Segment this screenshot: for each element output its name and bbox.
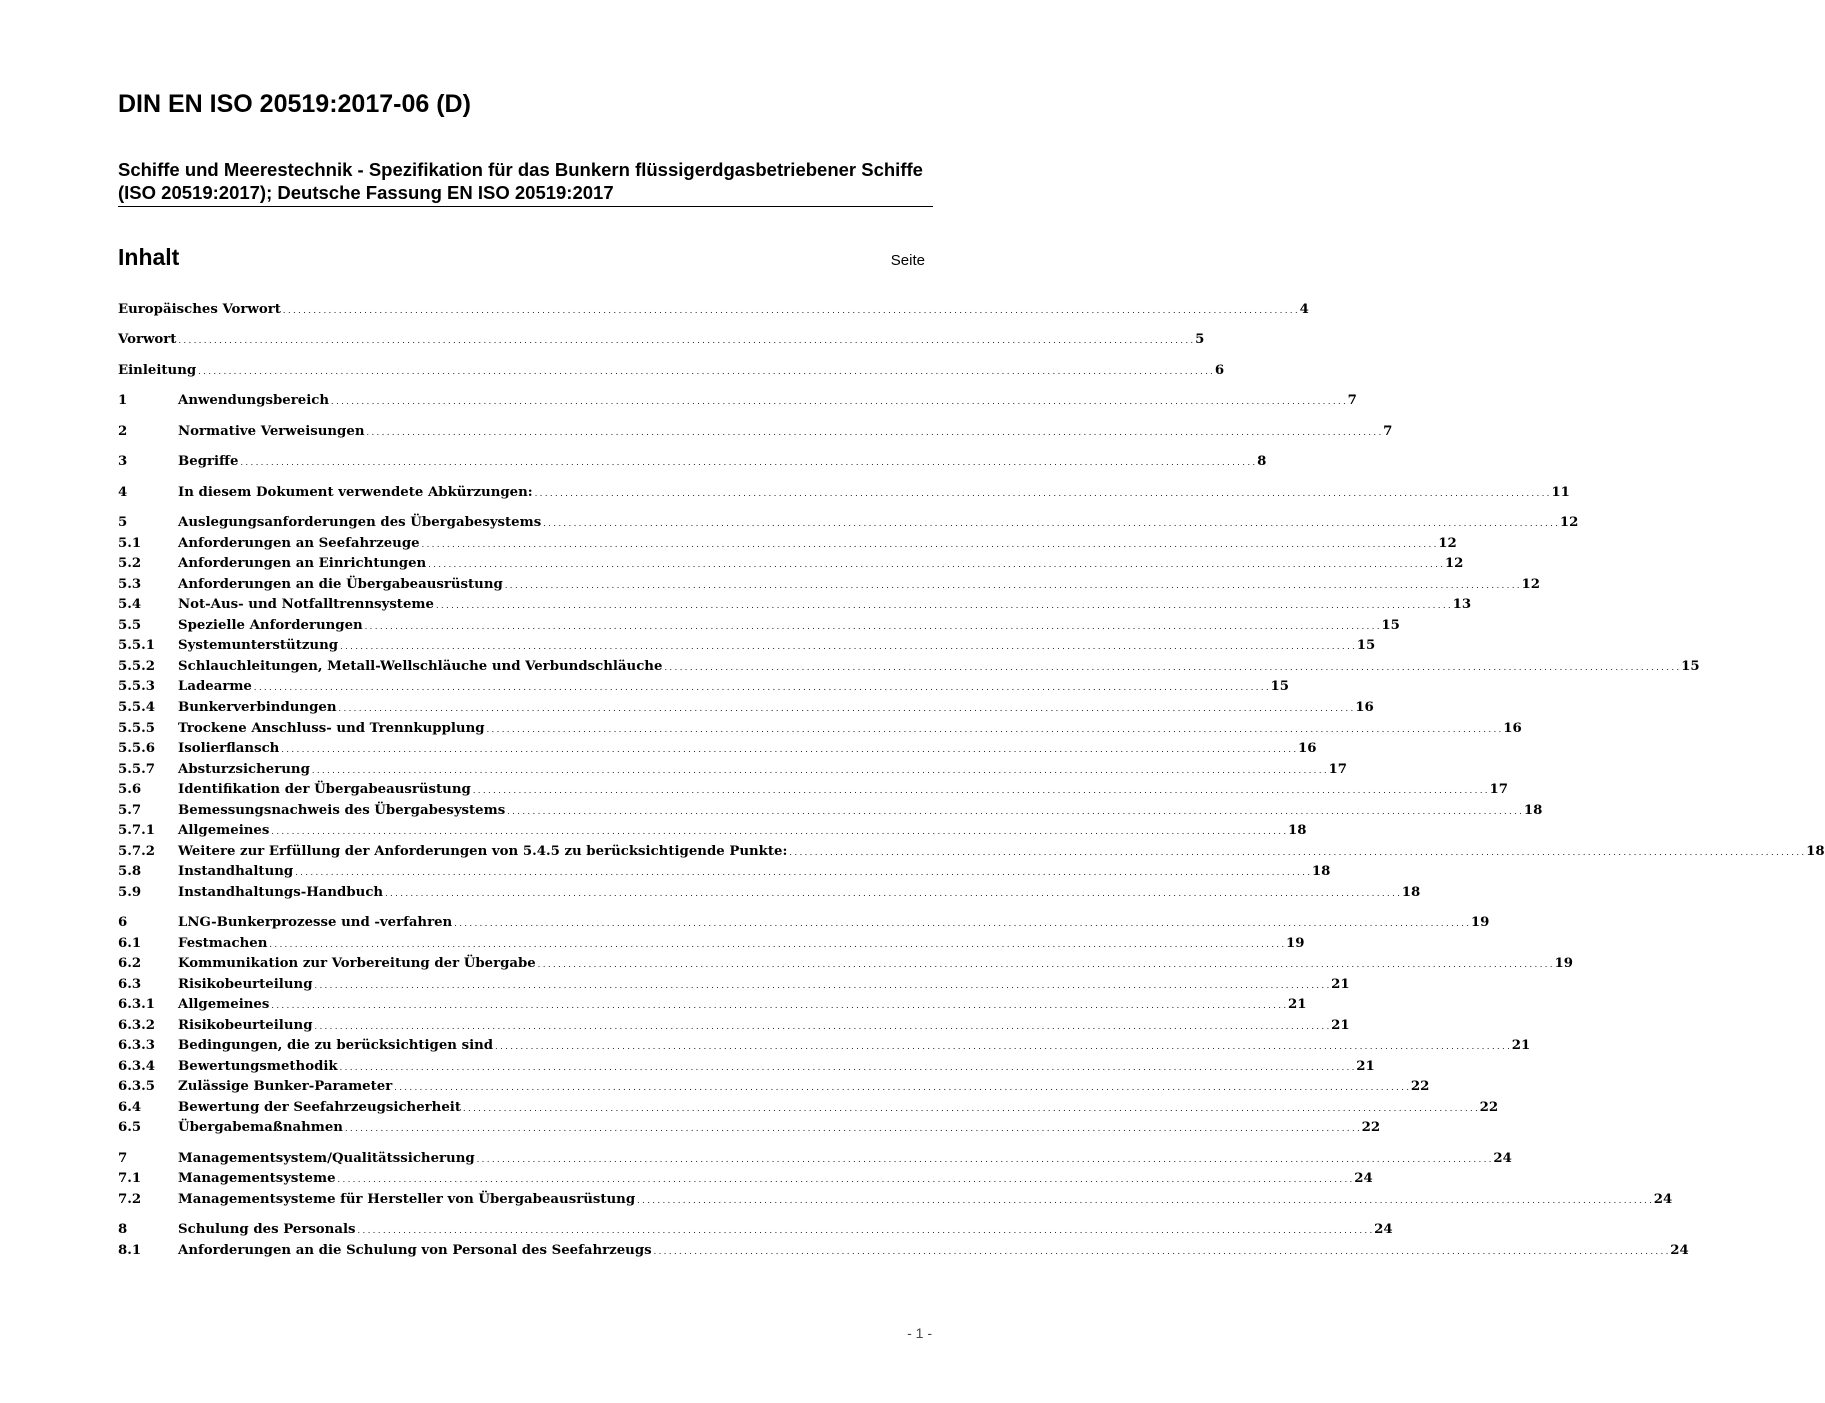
toc-dot-leader: . . . . . . . . . . . . . . . . . . . . . . . . . . . . . . . . . . . . . . . . . . . . . . . . . . . . . . . . . . . . . . . . . . . . . . . . . . . . . . . . . . . . . . . . . . . . . . . . . . . . . . . . . . . . . . . . . . . . . . . . . . . . . . . . . . . . . . . . . . . . . . . . . . . . . . . . . . . . . . . . . . . . . . . . . . . . . . . . . . . . . . . . . . . . . . . . . . . . . . . .: [366, 428, 1382, 437]
toc-dot-leader: . . . . . . . . . . . . . . . . . . . . . . . . . . . . . . . . . . . . . . . . . . . . . . . . . . . . . . . . . . . . . . . . . . . . . . . . . . . . . . . . . . . . . . . . . . . . . . . . . . . . . . . . . . . . . . . . . . . . . . . . . . . . . . . . . . . . . . . . . . . . . . . . . . . . . . . . . . . . . . . . . . . . . . . . . . . . . . . . . . . . . . . . . . . . . . . . . . . . . . . .: [394, 1083, 1409, 1092]
toc-entry-page: 21: [1331, 1018, 1350, 1033]
toc-entry-number: 3: [118, 454, 128, 469]
toc-dot-leader: . . . . . . . . . . . . . . . . . . . . . . . . . . . . . . . . . . . . . . . . . . . . . . . . . . . . . . . . . . . . . . . . . . . . . . . . . . . . . . . . . . . . . . . . . . . . . . . . . . . . . . . . . . . . . . . . . . . . . . . . . . . . . . . . . . . . . . . . . . . . . . . . . . . . . . . . . . . . . . . . . . . . . . . . . . . . . . . . . . . . . . . . . . . . . . . . . . . . . . . .: [507, 807, 1522, 816]
toc-heading: Inhalt: [118, 244, 180, 270]
toc-entry-page: 4: [1299, 302, 1309, 317]
toc-entry[interactable]: [118, 1192, 1673, 1212]
toc-entry-page: 16: [1503, 721, 1522, 736]
subtitle-divider: [118, 206, 933, 207]
toc-dot-leader: . . . . . . . . . . . . . . . . . . . . . . . . . . . . . . . . . . . . . . . . . . . . . . . . . . . . . . . . . . . . . . . . . . . . . . . . . . . . . . . . . . . . . . . . . . . . . . . . . . . . . . . . . . . . . . . . . . . . . . . . . . . . . . . . . . . . . . . . . . . . . . . . . . . . . . . . . . . . . . . . . . . . . . . . . . . . . . . . . . . . . . . . . . . . . . . . . . . . . . . .: [338, 704, 1354, 713]
toc-entry-number: 7.2: [118, 1192, 142, 1207]
toc-entry[interactable]: [118, 363, 1225, 383]
toc-entry[interactable]: [118, 1243, 1689, 1263]
toc-entry-title: Anforderungen an Einrichtungen: [178, 556, 427, 571]
toc-dot-leader: . . . . . . . . . . . . . . . . . . . . . . . . . . . . . . . . . . . . . . . . . . . . . . . . . . . . . . . . . . . . . . . . . . . . . . . . . . . . . . . . . . . . . . . . . . . . . . . . . . . . . . . . . . . . . . . . . . . . . . . . . . . . . . . . . . . . . . . . . . . . . . . . . . . . . . . . . . . . . . . . . . . . . . . . . . . . . . . . . . . . . . . . . . . . . . . . . . . . . . . .: [495, 1042, 1510, 1051]
toc-entry-page: 11: [1551, 485, 1570, 500]
toc-entry-title: Anforderungen an die Übergabeausrüstung: [178, 577, 503, 592]
toc-entry-page: 24: [1374, 1222, 1393, 1237]
toc-entry-page: 12: [1438, 536, 1457, 551]
toc-entry-title: Vorwort: [118, 332, 177, 347]
toc-entry[interactable]: [118, 1222, 1393, 1242]
toc-entry-title: Bunkerverbindungen: [178, 700, 337, 715]
toc-dot-leader: . . . . . . . . . . . . . . . . . . . . . . . . . . . . . . . . . . . . . . . . . . . . . . . . . . . . . . . . . . . . . . . . . . . . . . . . . . . . . . . . . . . . . . . . . . . . . . . . . . . . . . . . . . . . . . . . . . . . . . . . . . . . . . . . . . . . . . . . . . . . . . . . . . . . . . . . . . . . . . . . . . . . . . . . . . . . . . . . . . . . . . . . . . . . . . . . . . . . . . . .: [339, 1063, 1355, 1072]
toc-entry-title: Trockene Anschluss- und Trennkupplung: [178, 721, 485, 736]
toc-entry-page: 18: [1401, 885, 1421, 900]
toc-entry-page: 7: [1383, 424, 1393, 439]
toc-entry[interactable]: [118, 1079, 1430, 1099]
toc-entry-number: 5.5.5: [118, 721, 156, 736]
toc-entry-number: 1: [118, 393, 128, 408]
toc-entry[interactable]: [118, 700, 1374, 720]
toc-entry-number: 4: [118, 485, 128, 500]
toc-dot-leader: . . . . . . . . . . . . . . . . . . . . . . . . . . . . . . . . . . . . . . . . . . . . . . . . . . . . . . . . . . . . . . . . . . . . . . . . . . . . . . . . . . . . . . . . . . . . . . . . . . . . . . . . . . . . . . . . . . . . . . . . . . . . . . . . . . . . . . . . . . . . . . . . . . . . . . . . . . . . . . . . . . . . . . . . . . . . . . . . . . . . . . . . . . . . . . . . . . . . . . . .: [314, 981, 1330, 990]
toc-entry[interactable]: [118, 956, 1573, 976]
toc-entry-number: 5.8: [118, 864, 142, 879]
toc-entry-title: Spezielle Anforderungen: [178, 618, 363, 633]
toc-entry-number: 6.3.3: [118, 1038, 156, 1053]
toc-entry-number: 5.3: [118, 577, 142, 592]
toc-entry[interactable]: [118, 1171, 1373, 1191]
toc-dot-leader: . . . . . . . . . . . . . . . . . . . . . . . . . . . . . . . . . . . . . . . . . . . . . . . . . . . . . . . . . . . . . . . . . . . . . . . . . . . . . . . . . . . . . . . . . . . . . . . . . . . . . . . . . . . . . . . . . . . . . . . . . . . . . . . . . . . . . . . . . . . . . . . . . . . . . . . . . . . . . . . . . . . . . . . . . . . . . . . . . . . . . . . . . . . . . . . . . . . . . . . .: [311, 766, 1327, 775]
toc-dot-leader: . . . . . . . . . . . . . . . . . . . . . . . . . . . . . . . . . . . . . . . . . . . . . . . . . . . . . . . . . . . . . . . . . . . . . . . . . . . . . . . . . . . . . . . . . . . . . . . . . . . . . . . . . . . . . . . . . . . . . . . . . . . . . . . . . . . . . . . . . . . . . . . . . . . . . . . . . . . . . . . . . . . . . . . . . . . . . . . . . . . . . . . . . . . . . . . . . . . . . . . .: [178, 336, 1194, 345]
toc-entry-number: 5.6: [118, 782, 142, 797]
toc-entry-page: 16: [1298, 741, 1317, 756]
toc-entry-title: Identifikation der Übergabeausrüstung: [178, 782, 471, 797]
toc-entry[interactable]: [118, 424, 1393, 444]
toc-entry[interactable]: [118, 638, 1376, 658]
toc-entry-page: 7: [1347, 393, 1357, 408]
toc-entry[interactable]: [118, 977, 1350, 997]
document-title: DIN EN ISO 20519:2017-06 (D): [118, 90, 471, 118]
toc-entry-title: Normative Verweisungen: [178, 424, 365, 439]
toc-entry[interactable]: [118, 536, 1457, 556]
toc-entry[interactable]: [118, 679, 1290, 699]
toc-entry-page: 17: [1328, 762, 1348, 777]
toc-entry[interactable]: [118, 454, 1267, 474]
toc-entry-page: 18: [1288, 823, 1307, 838]
toc-entry-number: 5.7.1: [118, 823, 156, 838]
toc-entry-page: 19: [1554, 956, 1573, 971]
toc-entry[interactable]: [118, 485, 1570, 505]
toc-entry[interactable]: [118, 1120, 1381, 1140]
toc-entry-number: 8: [118, 1222, 128, 1237]
toc-entry-title: Übergabemaßnahmen: [178, 1120, 343, 1135]
toc-entry-number: 6: [118, 915, 128, 930]
toc-entry-page: 12: [1444, 556, 1464, 571]
toc-entry-number: 5.5.1: [118, 638, 156, 653]
toc-entry[interactable]: [118, 721, 1522, 741]
toc-dot-leader: . . . . . . . . . . . . . . . . . . . . . . . . . . . . . . . . . . . . . . . . . . . . . . . . . . . . . . . . . . . . . . . . . . . . . . . . . . . . . . . . . . . . . . . . . . . . . . . . . . . . . . . . . . . . . . . . . . . . . . . . . . . . . . . . . . . . . . . . . . . . . . . . . . . . . . . . . . . . . . . . . . . . . . . . . . . . . . . . . . . . . . . . . . . . . . . . . . . . . . . .: [331, 397, 1346, 406]
toc-entry-page: 13: [1452, 597, 1472, 612]
toc-entry-title: Instandhaltung: [178, 864, 294, 879]
toc-dot-leader: . . . . . . . . . . . . . . . . . . . . . . . . . . . . . . . . . . . . . . . . . . . . . . . . . . . . . . . . . . . . . . . . . . . . . . . . . . . . . . . . . . . . . . . . . . . . . . . . . . . . . . . . . . . . . . . . . . . . . . . . . . . . . . . . . . . . . . . . . . . . . . . . . . . . . . . . . . . . . . . . . . . . . . . . . . . . . . . . . . . . . . . . . . . . . . . . . . . . . . . .: [637, 1196, 1652, 1205]
toc-dot-leader: . . . . . . . . . . . . . . . . . . . . . . . . . . . . . . . . . . . . . . . . . . . . . . . . . . . . . . . . . . . . . . . . . . . . . . . . . . . . . . . . . . . . . . . . . . . . . . . . . . . . . . . . . . . . . . . . . . . . . . . . . . . . . . . . . . . . . . . . . . . . . . . . . . . . . . . . . . . . . . . . . . . . . . . . . . . . . . . . . . . . . . . . . . . . . . . . . . . . . . . .: [340, 642, 1355, 651]
toc-entry-title: Managementsysteme für Hersteller von Übergabeausrüstung: [178, 1192, 636, 1207]
toc-entry-number: 5.5.2: [118, 659, 156, 674]
toc-entry[interactable]: [118, 741, 1317, 761]
toc-entry-number: 7.1: [118, 1171, 142, 1186]
toc-entry-title: Bewertung der Seefahrzeugsicherheit: [178, 1100, 462, 1115]
toc-entry-number: 5.2: [118, 556, 142, 571]
toc-dot-leader: . . . . . . . . . . . . . . . . . . . . . . . . . . . . . . . . . . . . . . . . . . . . . . . . . . . . . . . . . . . . . . . . . . . . . . . . . . . . . . . . . . . . . . . . . . . . . . . . . . . . . . . . . . . . . . . . . . . . . . . . . . . . . . . . . . . . . . . . . . . . . . . . . . . . . . . . . . . . . . . . . . . . . . . . . . . . . . . . . . . . . . . . . . . . . . . . . . . . . . . .: [295, 868, 1310, 877]
toc-entry-title: Festmachen: [178, 936, 268, 951]
toc-entry[interactable]: [118, 556, 1464, 576]
toc-dot-leader: . . . . . . . . . . . . . . . . . . . . . . . . . . . . . . . . . . . . . . . . . . . . . . . . . . . . . . . . . . . . . . . . . . . . . . . . . . . . . . . . . . . . . . . . . . . . . . . . . . . . . . . . . . . . . . . . . . . . . . . . . . . . . . . . . . . . . . . . . . . . . . . . . . . . . . . . . . . . . . . . . . . . . . . . . . . . . . . . . . . . . . . . . . . . . . . . . . . . . . . .: [253, 683, 1269, 692]
toc-entry-page: 24: [1670, 1243, 1689, 1258]
toc-entry-title: Anforderungen an die Schulung von Personal des Seefahrzeugs: [178, 1243, 652, 1258]
toc-dot-leader: . . . . . . . . . . . . . . . . . . . . . . . . . . . . . . . . . . . . . . . . . . . . . . . . . . . . . . . . . . . . . . . . . . . . . . . . . . . . . . . . . . . . . . . . . . . . . . . . . . . . . . . . . . . . . . . . . . . . . . . . . . . . . . . . . . . . . . . . . . . . . . . . . . . . . . . . . . . . . . . . . . . . . . . . . . . . . . . . . . . . . . . . . . . . . . . . . . . . . . . .: [789, 848, 1805, 857]
toc-entry-number: 6.3.2: [118, 1018, 156, 1033]
toc-entry-title: LNG-Bunkerprozesse und -verfahren: [178, 915, 453, 930]
toc-entry-page: 18: [1806, 844, 1825, 859]
toc-entry-number: 6.1: [118, 936, 142, 951]
toc-entry-page: 22: [1361, 1120, 1381, 1135]
toc-dot-leader: . . . . . . . . . . . . . . . . . . . . . . . . . . . . . . . . . . . . . . . . . . . . . . . . . . . . . . . . . . . . . . . . . . . . . . . . . . . . . . . . . . . . . . . . . . . . . . . . . . . . . . . . . . . . . . . . . . . . . . . . . . . . . . . . . . . . . . . . . . . . . . . . . . . . . . . . . . . . . . . . . . . . . . . . . . . . . . . . . . . . . . . . . . . . . . . . . . . . . . . .: [435, 601, 1451, 610]
toc-dot-leader: . . . . . . . . . . . . . . . . . . . . . . . . . . . . . . . . . . . . . . . . . . . . . . . . . . . . . . . . . . . . . . . . . . . . . . . . . . . . . . . . . . . . . . . . . . . . . . . . . . . . . . . . . . . . . . . . . . . . . . . . . . . . . . . . . . . . . . . . . . . . . . . . . . . . . . . . . . . . . . . . . . . . . . . . . . . . . . . . . . . . . . . . . . . . . . . . . . . . . . . .: [314, 1022, 1330, 1031]
toc-entry-page: 19: [1286, 936, 1305, 951]
toc-entry-title: In diesem Dokument verwendete Abkürzungen:: [178, 485, 533, 500]
footer-page-number: - 1 -: [907, 1325, 932, 1341]
toc-entry-page: 22: [1479, 1100, 1499, 1115]
toc-entry[interactable]: [118, 1059, 1375, 1079]
toc-dot-leader: . . . . . . . . . . . . . . . . . . . . . . . . . . . . . . . . . . . . . . . . . . . . . . . . . . . . . . . . . . . . . . . . . . . . . . . . . . . . . . . . . . . . . . . . . . . . . . . . . . . . . . . . . . . . . . . . . . . . . . . . . . . . . . . . . . . . . . . . . . . . . . . . . . . . . . . . . . . . . . . . . . . . . . . . . . . . . . . . . . . . . . . . . . . . . . . . . . . . . . . .: [271, 827, 1287, 836]
toc-entry-page: 19: [1470, 915, 1490, 930]
toc-entry-number: 6.2: [118, 956, 142, 971]
toc-entry-page: 24: [1653, 1192, 1673, 1207]
toc-entry-page: 8: [1257, 454, 1267, 469]
toc-entry-number: 6.3.4: [118, 1059, 156, 1074]
toc-entry-title: Einleitung: [118, 363, 197, 378]
toc-entry-title: Schlauchleitungen, Metall-Wellschläuche und Verbundschläuche: [178, 659, 663, 674]
toc-dot-leader: . . . . . . . . . . . . . . . . . . . . . . . . . . . . . . . . . . . . . . . . . . . . . . . . . . . . . . . . . . . . . . . . . . . . . . . . . . . . . . . . . . . . . . . . . . . . . . . . . . . . . . . . . . . . . . . . . . . . . . . . . . . . . . . . . . . . . . . . . . . . . . . . . . . . . . . . . . . . . . . . . . . . . . . . . . . . . . . . . . . . . . . . . . . . . . . . . . . . . . . .: [198, 367, 1213, 376]
toc-entry-title: Risikobeurteilung: [178, 1018, 313, 1033]
toc-entry-page: 21: [1356, 1059, 1375, 1074]
toc-dot-leader: . . . . . . . . . . . . . . . . . . . . . . . . . . . . . . . . . . . . . . . . . . . . . . . . . . . . . . . . . . . . . . . . . . . . . . . . . . . . . . . . . . . . . . . . . . . . . . . . . . . . . . . . . . . . . . . . . . . . . . . . . . . . . . . . . . . . . . . . . . . . . . . . . . . . . . . . . . . . . . . . . . . . . . . . . . . . . . . . . . . . . . . . . . . . . . . . . . . . . . . .: [357, 1226, 1373, 1235]
toc-entry-page: 21: [1331, 977, 1350, 992]
toc-dot-leader: . . . . . . . . . . . . . . . . . . . . . . . . . . . . . . . . . . . . . . . . . . . . . . . . . . . . . . . . . . . . . . . . . . . . . . . . . . . . . . . . . . . . . . . . . . . . . . . . . . . . . . . . . . . . . . . . . . . . . . . . . . . . . . . . . . . . . . . . . . . . . . . . . . . . . . . . . . . . . . . . . . . . . . . . . . . . . . . . . . . . . . . . . . . . . . . . . . . . . . . .: [271, 1001, 1287, 1010]
toc-dot-leader: . . . . . . . . . . . . . . . . . . . . . . . . . . . . . . . . . . . . . . . . . . . . . . . . . . . . . . . . . . . . . . . . . . . . . . . . . . . . . . . . . . . . . . . . . . . . . . . . . . . . . . . . . . . . . . . . . . . . . . . . . . . . . . . . . . . . . . . . . . . . . . . . . . . . . . . . . . . . . . . . . . . . . . . . . . . . . . . . . . . . . . . . . . . . . . . . . . . . . . . .: [454, 919, 1469, 928]
toc-entry[interactable]: [118, 332, 1205, 352]
toc-entry-number: 2: [118, 424, 128, 439]
toc-entry-number: 7: [118, 1151, 128, 1166]
toc-entry-title: Risikobeurteilung: [178, 977, 313, 992]
toc-entry-title: Europäisches Vorwort: [118, 302, 281, 317]
toc-entry-number: 5.7: [118, 803, 142, 818]
toc-entry-title: Schulung des Personals: [178, 1222, 356, 1237]
toc-entry-title: Begriffe: [178, 454, 239, 469]
toc-entry-page: 12: [1521, 577, 1540, 592]
toc-entry-number: 5.1: [118, 536, 142, 551]
toc-entry-number: 6.3.1: [118, 997, 156, 1012]
toc-entry-title: Not-Aus- und Notfalltrennsysteme: [178, 597, 434, 612]
toc-entry[interactable]: [118, 659, 1700, 679]
toc-entry-page: 5: [1195, 332, 1205, 347]
toc-entry-title: Instandhaltungs-Handbuch: [178, 885, 384, 900]
toc-entry-number: 6.3: [118, 977, 142, 992]
toc-entry-title: Allgemeines: [178, 823, 270, 838]
toc-dot-leader: . . . . . . . . . . . . . . . . . . . . . . . . . . . . . . . . . . . . . . . . . . . . . . . . . . . . . . . . . . . . . . . . . . . . . . . . . . . . . . . . . . . . . . . . . . . . . . . . . . . . . . . . . . . . . . . . . . . . . . . . . . . . . . . . . . . . . . . . . . . . . . . . . . . . . . . . . . . . . . . . . . . . . . . . . . . . . . . . . . . . . . . . . . . . . . . . . . . . . . . .: [240, 458, 1256, 467]
toc-dot-leader: . . . . . . . . . . . . . . . . . . . . . . . . . . . . . . . . . . . . . . . . . . . . . . . . . . . . . . . . . . . . . . . . . . . . . . . . . . . . . . . . . . . . . . . . . . . . . . . . . . . . . . . . . . . . . . . . . . . . . . . . . . . . . . . . . . . . . . . . . . . . . . . . . . . . . . . . . . . . . . . . . . . . . . . . . . . . . . . . . . . . . . . . . . . . . . . . . . . . . . . .: [364, 622, 1380, 631]
toc-entry[interactable]: [118, 1018, 1350, 1038]
toc-entry-title: Auslegungsanforderungen des Übergabesystems: [178, 515, 542, 530]
toc-entry[interactable]: [118, 302, 1309, 322]
toc-entry-number: 6.5: [118, 1120, 142, 1135]
toc-dot-leader: . . . . . . . . . . . . . . . . . . . . . . . . . . . . . . . . . . . . . . . . . . . . . . . . . . . . . . . . . . . . . . . . . . . . . . . . . . . . . . . . . . . . . . . . . . . . . . . . . . . . . . . . . . . . . . . . . . . . . . . . . . . . . . . . . . . . . . . . . . . . . . . . . . . . . . . . . . . . . . . . . . . . . . . . . . . . . . . . . . . . . . . . . . . . . . . . . . . . . . . .: [282, 306, 1298, 315]
toc-entry-page: 22: [1410, 1079, 1430, 1094]
toc-dot-leader: . . . . . . . . . . . . . . . . . . . . . . . . . . . . . . . . . . . . . . . . . . . . . . . . . . . . . . . . . . . . . . . . . . . . . . . . . . . . . . . . . . . . . . . . . . . . . . . . . . . . . . . . . . . . . . . . . . . . . . . . . . . . . . . . . . . . . . . . . . . . . . . . . . . . . . . . . . . . . . . . . . . . . . . . . . . . . . . . . . . . . . . . . . . . . . . . . . . . . . . .: [653, 1247, 1669, 1256]
toc-entry[interactable]: [118, 1038, 1531, 1058]
toc-entry-number: 5.5.6: [118, 741, 156, 756]
toc-dot-leader: . . . . . . . . . . . . . . . . . . . . . . . . . . . . . . . . . . . . . . . . . . . . . . . . . . . . . . . . . . . . . . . . . . . . . . . . . . . . . . . . . . . . . . . . . . . . . . . . . . . . . . . . . . . . . . . . . . . . . . . . . . . . . . . . . . . . . . . . . . . . . . . . . . . . . . . . . . . . . . . . . . . . . . . . . . . . . . . . . . . . . . . . . . . . . . . . . . . . . . . .: [476, 1155, 1492, 1164]
toc-entry-title: Managementsystem/Qualitätssicherung: [178, 1151, 475, 1166]
toc-entry-page: 16: [1355, 700, 1374, 715]
toc-entry-title: Bedingungen, die zu berücksichtigen sind: [178, 1038, 494, 1053]
toc-entry-title: Systemunterstützung: [178, 638, 339, 653]
toc-entry[interactable]: [118, 597, 1472, 617]
toc-entry[interactable]: [118, 864, 1331, 884]
toc-dot-leader: . . . . . . . . . . . . . . . . . . . . . . . . . . . . . . . . . . . . . . . . . . . . . . . . . . . . . . . . . . . . . . . . . . . . . . . . . . . . . . . . . . . . . . . . . . . . . . . . . . . . . . . . . . . . . . . . . . . . . . . . . . . . . . . . . . . . . . . . . . . . . . . . . . . . . . . . . . . . . . . . . . . . . . . . . . . . . . . . . . . . . . . . . . . . . . . . . . . . . . . .: [537, 960, 1553, 969]
toc-entry-number: 5.7.2: [118, 844, 156, 859]
toc-entry-page: 15: [1381, 618, 1400, 633]
toc-entry-number: 5: [118, 515, 128, 530]
toc-entry-title: Isolierflansch: [178, 741, 280, 756]
toc-dot-leader: . . . . . . . . . . . . . . . . . . . . . . . . . . . . . . . . . . . . . . . . . . . . . . . . . . . . . . . . . . . . . . . . . . . . . . . . . . . . . . . . . . . . . . . . . . . . . . . . . . . . . . . . . . . . . . . . . . . . . . . . . . . . . . . . . . . . . . . . . . . . . . . . . . . . . . . . . . . . . . . . . . . . . . . . . . . . . . . . . . . . . . . . . . . . . . . . . . . . . . . .: [385, 889, 1400, 898]
document-subtitle: Schiffe und Meerestechnik - Spezifikation für das Bunkern flüssigerdgasbetriebener Schiffe (ISO 20519:2017); Deutsche Fassung EN ISO 20519:2017: [118, 159, 923, 203]
toc-entry-page: 24: [1354, 1171, 1373, 1186]
toc-dot-leader: . . . . . . . . . . . . . . . . . . . . . . . . . . . . . . . . . . . . . . . . . . . . . . . . . . . . . . . . . . . . . . . . . . . . . . . . . . . . . . . . . . . . . . . . . . . . . . . . . . . . . . . . . . . . . . . . . . . . . . . . . . . . . . . . . . . . . . . . . . . . . . . . . . . . . . . . . . . . . . . . . . . . . . . . . . . . . . . . . . . . . . . . . . . . . . . . . . . . . . . .: [664, 663, 1680, 672]
toc-entry[interactable]: [118, 515, 1579, 535]
toc-dot-leader: . . . . . . . . . . . . . . . . . . . . . . . . . . . . . . . . . . . . . . . . . . . . . . . . . . . . . . . . . . . . . . . . . . . . . . . . . . . . . . . . . . . . . . . . . . . . . . . . . . . . . . . . . . . . . . . . . . . . . . . . . . . . . . . . . . . . . . . . . . . . . . . . . . . . . . . . . . . . . . . . . . . . . . . . . . . . . . . . . . . . . . . . . . . . . . . . . . . . . . . .: [337, 1175, 1353, 1184]
toc-entry-title: Anwendungsbereich: [178, 393, 330, 408]
toc-entry-page: 17: [1489, 782, 1508, 797]
toc-entry-title: Zulässige Bunker-Parameter: [178, 1079, 393, 1094]
toc-entry[interactable]: [118, 782, 1508, 802]
toc-entry-title: Kommunikation zur Vorbereitung der Übergabe: [178, 956, 536, 971]
toc-entry[interactable]: [118, 844, 1825, 864]
toc-entry[interactable]: [118, 997, 1307, 1017]
toc-entry-number: 6.3.5: [118, 1079, 156, 1094]
toc-dot-leader: . . . . . . . . . . . . . . . . . . . . . . . . . . . . . . . . . . . . . . . . . . . . . . . . . . . . . . . . . . . . . . . . . . . . . . . . . . . . . . . . . . . . . . . . . . . . . . . . . . . . . . . . . . . . . . . . . . . . . . . . . . . . . . . . . . . . . . . . . . . . . . . . . . . . . . . . . . . . . . . . . . . . . . . . . . . . . . . . . . . . . . . . . . . . . . . . . . . . . . . .: [281, 745, 1296, 754]
toc-dot-leader: . . . . . . . . . . . . . . . . . . . . . . . . . . . . . . . . . . . . . . . . . . . . . . . . . . . . . . . . . . . . . . . . . . . . . . . . . . . . . . . . . . . . . . . . . . . . . . . . . . . . . . . . . . . . . . . . . . . . . . . . . . . . . . . . . . . . . . . . . . . . . . . . . . . . . . . . . . . . . . . . . . . . . . . . . . . . . . . . . . . . . . . . . . . . . . . . . . . . . . . .: [504, 581, 1520, 590]
toc-entry-page: 21: [1511, 1038, 1531, 1053]
toc-entry-title: Allgemeines: [178, 997, 270, 1012]
toc-entry[interactable]: [118, 936, 1305, 956]
toc-entry-number: 5.5.3: [118, 679, 156, 694]
toc-entry-page: 21: [1288, 997, 1307, 1012]
toc-entry-page: 15: [1270, 679, 1290, 694]
toc-entry-page: 24: [1493, 1151, 1512, 1166]
toc-entry[interactable]: [118, 885, 1421, 905]
toc-entry-page: 15: [1356, 638, 1376, 653]
toc-dot-leader: . . . . . . . . . . . . . . . . . . . . . . . . . . . . . . . . . . . . . . . . . . . . . . . . . . . . . . . . . . . . . . . . . . . . . . . . . . . . . . . . . . . . . . . . . . . . . . . . . . . . . . . . . . . . . . . . . . . . . . . . . . . . . . . . . . . . . . . . . . . . . . . . . . . . . . . . . . . . . . . . . . . . . . . . . . . . . . . . . . . . . . . . . . . . . . . . . . . . . . . .: [472, 786, 1488, 795]
toc-entry-title: Anforderungen an Seefahrzeuge: [178, 536, 420, 551]
toc-entry-title: Bemessungsnachweis des Übergabesystems: [178, 803, 506, 818]
toc-entry[interactable]: [118, 803, 1543, 823]
toc-entry-number: 5.4: [118, 597, 142, 612]
toc-entry[interactable]: [118, 915, 1490, 935]
page-column-label: Seite: [890, 252, 925, 269]
toc-entry[interactable]: [118, 762, 1348, 782]
toc-entry-page: 18: [1523, 803, 1543, 818]
toc-entry[interactable]: [118, 1100, 1499, 1120]
toc-dot-leader: . . . . . . . . . . . . . . . . . . . . . . . . . . . . . . . . . . . . . . . . . . . . . . . . . . . . . . . . . . . . . . . . . . . . . . . . . . . . . . . . . . . . . . . . . . . . . . . . . . . . . . . . . . . . . . . . . . . . . . . . . . . . . . . . . . . . . . . . . . . . . . . . . . . . . . . . . . . . . . . . . . . . . . . . . . . . . . . . . . . . . . . . . . . . . . . . . . . . . . . .: [344, 1124, 1360, 1133]
toc-entry-page: 6: [1214, 363, 1225, 378]
toc-dot-leader: . . . . . . . . . . . . . . . . . . . . . . . . . . . . . . . . . . . . . . . . . . . . . . . . . . . . . . . . . . . . . . . . . . . . . . . . . . . . . . . . . . . . . . . . . . . . . . . . . . . . . . . . . . . . . . . . . . . . . . . . . . . . . . . . . . . . . . . . . . . . . . . . . . . . . . . . . . . . . . . . . . . . . . . . . . . . . . . . . . . . . . . . . . . . . . . . . . . . . . . .: [421, 540, 1437, 549]
toc-entry-title: Ladearme: [178, 679, 252, 694]
toc-dot-leader: . . . . . . . . . . . . . . . . . . . . . . . . . . . . . . . . . . . . . . . . . . . . . . . . . . . . . . . . . . . . . . . . . . . . . . . . . . . . . . . . . . . . . . . . . . . . . . . . . . . . . . . . . . . . . . . . . . . . . . . . . . . . . . . . . . . . . . . . . . . . . . . . . . . . . . . . . . . . . . . . . . . . . . . . . . . . . . . . . . . . . . . . . . . . . . . . . . . . . . . .: [428, 560, 1443, 569]
toc-dot-leader: . . . . . . . . . . . . . . . . . . . . . . . . . . . . . . . . . . . . . . . . . . . . . . . . . . . . . . . . . . . . . . . . . . . . . . . . . . . . . . . . . . . . . . . . . . . . . . . . . . . . . . . . . . . . . . . . . . . . . . . . . . . . . . . . . . . . . . . . . . . . . . . . . . . . . . . . . . . . . . . . . . . . . . . . . . . . . . . . . . . . . . . . . . . . . . . . . . . . . . . .: [486, 725, 1502, 734]
toc-entry-number: 6.4: [118, 1100, 142, 1115]
toc-entry[interactable]: [118, 393, 1357, 413]
toc-entry-page: 15: [1681, 659, 1700, 674]
toc-entry-number: 8.1: [118, 1243, 142, 1258]
toc-entry-number: 5.5.4: [118, 700, 156, 715]
toc-entry-page: 12: [1559, 515, 1579, 530]
toc-dot-leader: . . . . . . . . . . . . . . . . . . . . . . . . . . . . . . . . . . . . . . . . . . . . . . . . . . . . . . . . . . . . . . . . . . . . . . . . . . . . . . . . . . . . . . . . . . . . . . . . . . . . . . . . . . . . . . . . . . . . . . . . . . . . . . . . . . . . . . . . . . . . . . . . . . . . . . . . . . . . . . . . . . . . . . . . . . . . . . . . . . . . . . . . . . . . . . . . . . . . . . . .: [463, 1104, 1478, 1113]
toc-entry[interactable]: [118, 577, 1540, 597]
toc-entry[interactable]: [118, 823, 1307, 843]
toc-entry-title: Managementsysteme: [178, 1171, 336, 1186]
toc-entry-number: 5.5: [118, 618, 142, 633]
toc-dot-leader: . . . . . . . . . . . . . . . . . . . . . . . . . . . . . . . . . . . . . . . . . . . . . . . . . . . . . . . . . . . . . . . . . . . . . . . . . . . . . . . . . . . . . . . . . . . . . . . . . . . . . . . . . . . . . . . . . . . . . . . . . . . . . . . . . . . . . . . . . . . . . . . . . . . . . . . . . . . . . . . . . . . . . . . . . . . . . . . . . . . . . . . . . . . . . . . . . . . . . . . .: [534, 489, 1550, 498]
toc-entry-title: Bewertungsmethodik: [178, 1059, 338, 1074]
toc-dot-leader: . . . . . . . . . . . . . . . . . . . . . . . . . . . . . . . . . . . . . . . . . . . . . . . . . . . . . . . . . . . . . . . . . . . . . . . . . . . . . . . . . . . . . . . . . . . . . . . . . . . . . . . . . . . . . . . . . . . . . . . . . . . . . . . . . . . . . . . . . . . . . . . . . . . . . . . . . . . . . . . . . . . . . . . . . . . . . . . . . . . . . . . . . . . . . . . . . . . . . . . .: [269, 940, 1285, 949]
toc-entry-title: Absturzsicherung: [178, 762, 310, 777]
toc-entry-number: 5.9: [118, 885, 142, 900]
toc-dot-leader: . . . . . . . . . . . . . . . . . . . . . . . . . . . . . . . . . . . . . . . . . . . . . . . . . . . . . . . . . . . . . . . . . . . . . . . . . . . . . . . . . . . . . . . . . . . . . . . . . . . . . . . . . . . . . . . . . . . . . . . . . . . . . . . . . . . . . . . . . . . . . . . . . . . . . . . . . . . . . . . . . . . . . . . . . . . . . . . . . . . . . . . . . . . . . . . . . . . . . . . .: [543, 519, 1558, 528]
toc-entry-number: 5.5.7: [118, 762, 156, 777]
toc-entry[interactable]: [118, 618, 1400, 638]
toc-entry-page: 18: [1311, 864, 1331, 879]
toc-entry-title: Weitere zur Erfüllung der Anforderungen von 5.4.5 zu berücksichtigende Punkte:: [178, 844, 788, 859]
toc-entry[interactable]: [118, 1151, 1512, 1171]
